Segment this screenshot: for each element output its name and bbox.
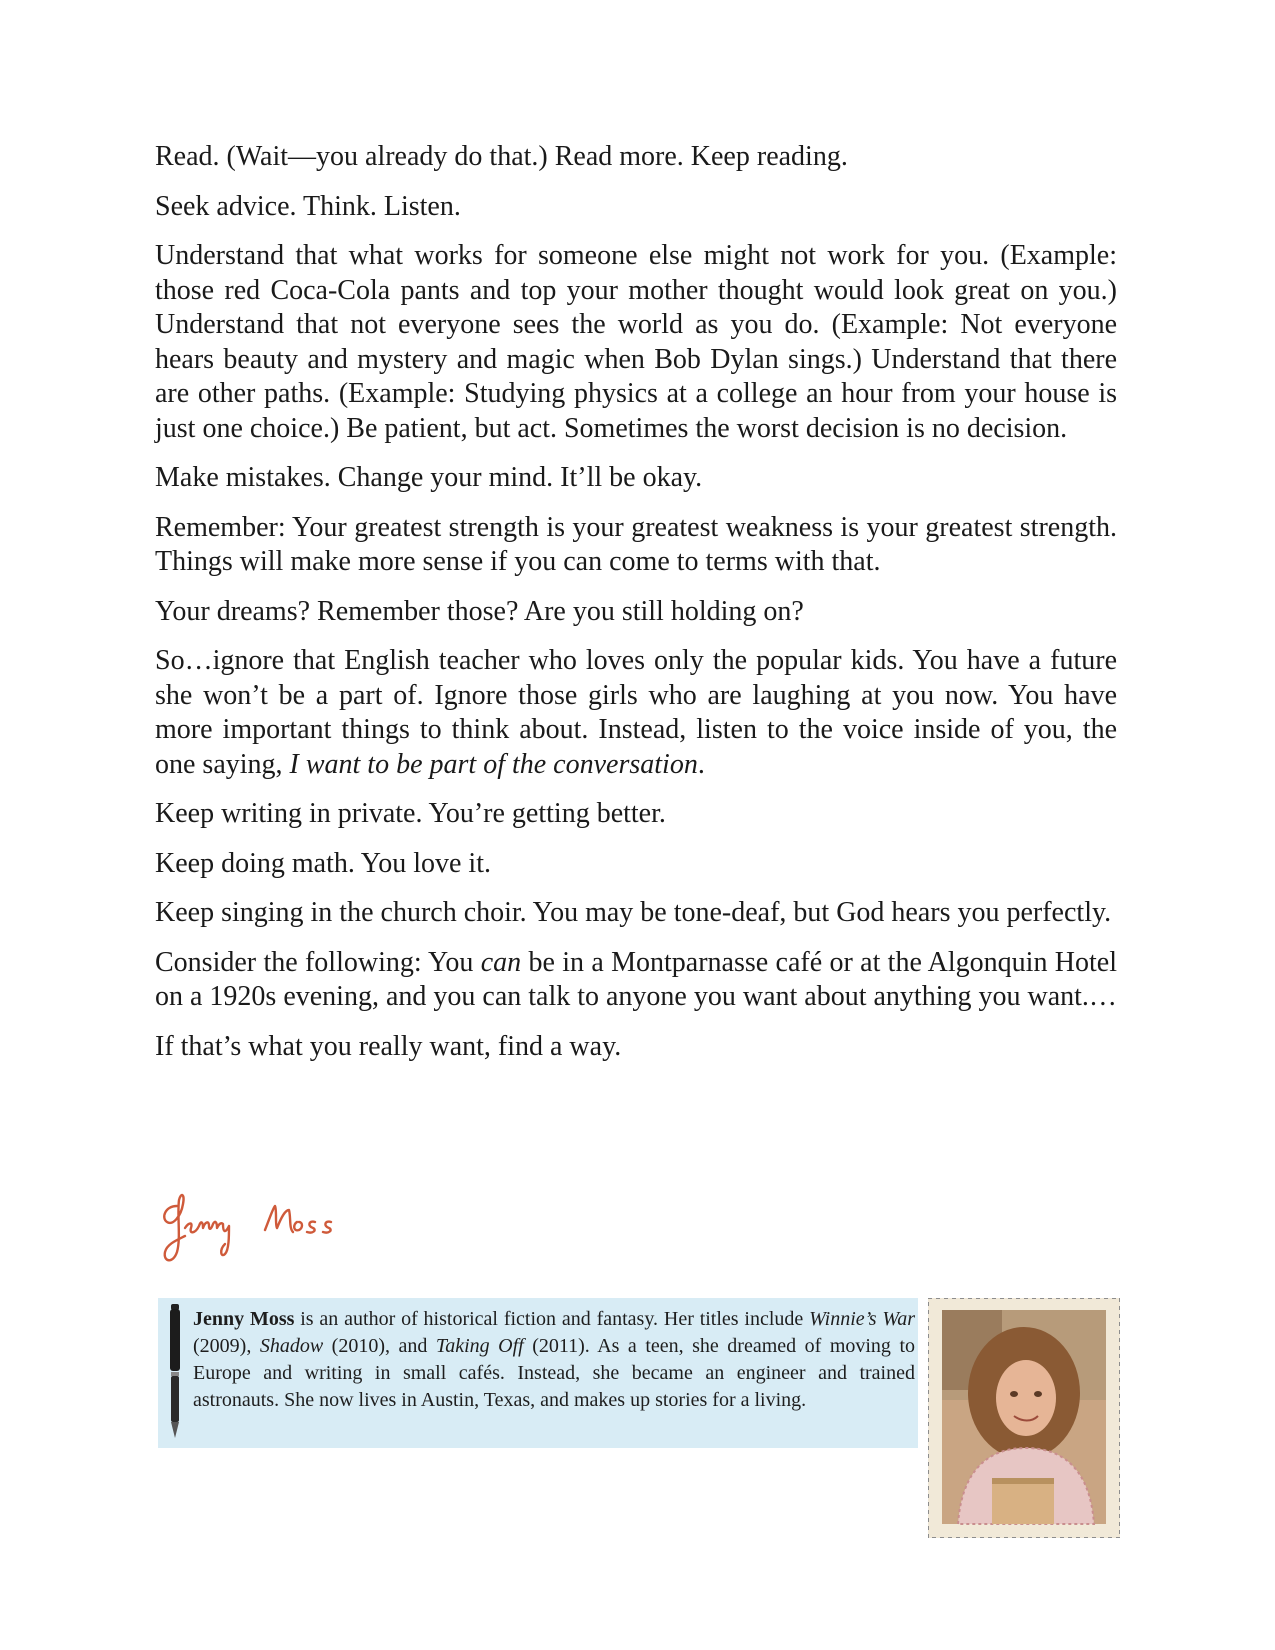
paragraph-math: Keep doing math. You love it.: [155, 847, 491, 879]
paragraph-consider-italic: can: [480, 946, 522, 978]
paragraph-read: Read. (Wait—you already do that.) Read more. Keep reading.: [155, 141, 848, 172]
paragraph-consider: [155, 946, 1117, 1015]
bio-segment-1: is an author of historical fiction and fantasy. Her titles include: [294, 1308, 810, 1330]
paragraph-advice: Seek advice. Think. Listen.: [155, 190, 461, 222]
book-title-winnies-war: Winnie’s War: [809, 1308, 915, 1330]
paragraph-remember: Remember: Your greatest strength is your greatest weakness is your greatest strength. Things will make more sense if you can come to terms with that.: [155, 511, 1117, 577]
paragraph-find-a-way: If that’s what you really want, find a way.: [155, 1030, 622, 1062]
signature: [155, 1188, 345, 1270]
bio-segment-2: (2009),: [193, 1335, 260, 1357]
paragraph-ignore: [155, 644, 1117, 782]
book-title-shadow: Shadow: [259, 1335, 324, 1357]
author-photo-stamp-icon: [928, 1298, 1120, 1538]
paragraph-consider-a: Consider the following: You: [155, 946, 481, 978]
paragraph-consider-b: be in a Montparnasse café or at the Algonquin Hotel on a 1920s evening, and you can talk to anyone you want about anything you want.…: [155, 946, 1117, 1012]
bio-segment-4: (2011). As a teen, she dreamed of moving to Europe and writing in small cafés. Instead, she became an engineer and trained astronauts. She now lives in Austin, Texas, and makes up stories for a living.: [193, 1335, 915, 1411]
paragraph-ignore-text: So…ignore that English teacher who loves only the popular kids. You have a future she won’t be a part of. Ignore those girls who are laughing at you now. You have more important things to think about. Instead, listen to the voice inside of you, the one saying,: [155, 645, 1117, 780]
author-name: Jenny Moss: [193, 1308, 295, 1330]
essay-body: [155, 140, 1117, 1079]
paragraph-writing: Keep writing in private. You’re getting better.: [155, 798, 666, 829]
author-bio-text: [193, 1306, 915, 1414]
paragraph-singing: Keep singing in the church choir. You may be tone-deaf, but God hears you perfectly.: [155, 897, 1112, 928]
paragraph-understand: Understand that what works for someone else might not work for you. (Example: those red Coca-Cola pants and top your mother thought would look great on you.) Understand that not everyone sees the world as you do. (Example: Not everyone hears beauty and mystery and magic when Bob Dylan sings.) Understand that there are other paths. (Example: Studying physics at a college an hour from your house is just one choice.) Be patient, but act. Sometimes the worst decision is no decision.: [155, 240, 1117, 444]
paragraph-ignore-end: .: [697, 748, 705, 780]
paragraph-mistakes: Make mistakes. Change your mind. It’ll be okay.: [155, 462, 703, 493]
author-bio-box: [158, 1298, 918, 1448]
fountain-pen-icon: [168, 1304, 182, 1439]
paragraph-ignore-italic: I want to be part of the conversation: [289, 748, 698, 780]
paragraph-dreams: Your dreams? Remember those? Are you still holding on?: [155, 595, 804, 627]
book-title-taking-off: Taking Off: [435, 1335, 524, 1357]
bio-segment-3: (2010), and: [323, 1335, 436, 1357]
